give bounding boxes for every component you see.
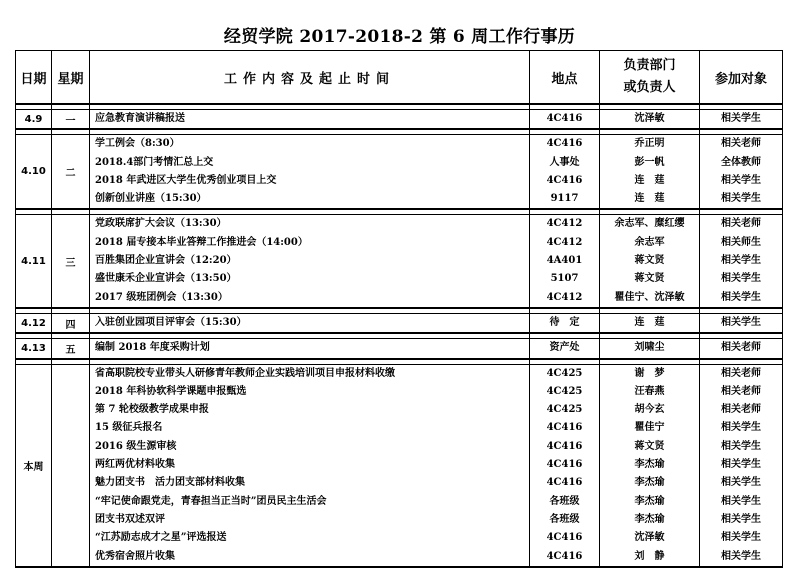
target-cell: [700, 110, 783, 130]
day-row: [16, 339, 783, 359]
item-target: 相关学生: [721, 495, 761, 507]
weekday-cell: 二: [52, 135, 90, 210]
item-person: 蒋文贤: [634, 255, 665, 267]
item-target: 相关学生: [721, 193, 761, 205]
item-person: 沈泽敏: [634, 532, 665, 544]
item-content: “江苏励志成才之星”评选报送: [95, 532, 227, 544]
item-person: 李杰瑜: [634, 495, 665, 507]
item-person: 连 莛: [634, 316, 665, 328]
item-location: 4C425: [546, 367, 583, 379]
item-person: 连 莛: [634, 174, 665, 186]
item-person: 蒋文贤: [634, 273, 665, 285]
person-cell: [600, 135, 700, 210]
weekday-cell: 三: [52, 215, 90, 308]
item-content: 两红两优材料收集: [95, 459, 175, 471]
item-target: 相关老师: [721, 404, 761, 416]
item-location: 4C412: [546, 218, 583, 230]
item-person: 胡今玄: [634, 404, 665, 416]
item-content: 第 7 轮校级教学成果申报: [95, 404, 209, 416]
schedule-table: [15, 50, 783, 568]
person-cell: [600, 364, 700, 567]
item-person: 瞿佳宁: [634, 422, 665, 434]
person-cell: [600, 215, 700, 308]
target-cell: [700, 313, 783, 333]
item-content: “牢记使命跟党走，青春担当正当时”团员民主生活会: [95, 495, 327, 507]
item-target: 相关学生: [721, 550, 761, 562]
day-row: [16, 110, 783, 130]
person-cell: [600, 339, 700, 359]
item-location: 4C416: [546, 459, 583, 471]
item-location: 4C416: [546, 113, 583, 124]
header-dept: [600, 51, 700, 105]
item-person: 余志军、糜红缨: [614, 218, 685, 230]
item-target: 相关学生: [721, 316, 761, 328]
item-person: 刘 静: [634, 550, 665, 562]
target-cell: [700, 339, 783, 359]
item-content: 魅力团支书 活力团支部材料收集: [95, 477, 245, 489]
day-row: [16, 135, 783, 210]
item-location: 4C416: [546, 174, 583, 186]
location-cell: [530, 110, 600, 130]
item-target: 相关学生: [721, 532, 761, 544]
item-person: 汪春燕: [634, 385, 665, 397]
item-target: 全体教师: [721, 156, 761, 168]
item-content: 盛世康禾企业宣讲会（13:50）: [95, 273, 237, 285]
content-cell: [90, 364, 530, 567]
item-location: 4C416: [546, 138, 583, 150]
item-target: 相关学生: [721, 477, 761, 489]
item-location: 4C425: [546, 404, 583, 416]
item-target: 相关学生: [721, 291, 761, 303]
target-cell: [700, 215, 783, 308]
item-content: 优秀宿舍照片收集: [95, 550, 175, 562]
item-target: 相关师生: [721, 236, 761, 248]
content-cell: [90, 135, 530, 210]
item-target: 相关学生: [721, 422, 761, 434]
item-content: 2018 年科协软科学课题申报甄选: [95, 385, 247, 397]
item-person: 李杰瑜: [634, 459, 665, 471]
item-person: 乔正明: [634, 138, 665, 150]
item-location: 待 定: [549, 316, 580, 328]
item-content: 党政联席扩大会议（13:30）: [95, 218, 227, 230]
item-location: 4C416: [546, 477, 583, 489]
header-row: [16, 51, 783, 105]
weekday-cell: 五: [52, 339, 90, 359]
item-target: 相关学生: [721, 113, 761, 124]
item-location: 4C425: [546, 385, 583, 397]
item-target: 相关学生: [721, 255, 761, 267]
item-location: 4C412: [546, 236, 583, 248]
item-location: 4C416: [546, 422, 583, 434]
location-cell: [530, 215, 600, 308]
content-cell: [90, 215, 530, 308]
item-content: 入驻创业园项目评审会（15:30）: [95, 316, 247, 328]
location-cell: [530, 339, 600, 359]
item-location: 4C412: [546, 291, 583, 303]
header-dept-line2: 或负责人: [623, 80, 676, 95]
day-row: [16, 215, 783, 308]
item-content: 百胜集团企业宣讲会（12:20）: [95, 255, 237, 267]
item-target: 相关老师: [721, 385, 761, 397]
header-participants: 参加对象: [700, 51, 783, 105]
location-cell: [530, 313, 600, 333]
weekday-cell: [52, 364, 90, 567]
header-dept-line1: 负责部门: [623, 58, 676, 73]
day-row: [16, 364, 783, 567]
item-person: 蒋文贤: [634, 440, 665, 452]
item-location: 人事处: [549, 156, 580, 168]
item-content: 15 级征兵报名: [95, 422, 163, 434]
item-content: 2018 年武进区大学生优秀创业项目上交: [95, 174, 277, 186]
item-location: 各班级: [549, 495, 580, 507]
date-cell: 4.12: [16, 313, 52, 333]
item-location: 资产处: [549, 342, 580, 354]
header-weekday: 星期: [52, 51, 90, 105]
content-cell: [90, 110, 530, 130]
item-content: 省高职院校专业带头人研修青年教师企业实践培训项目申报材料收缴: [95, 367, 395, 379]
item-person: 李杰瑜: [634, 513, 665, 525]
header-location: 地点: [530, 51, 600, 105]
page-title: 经贸学院 2017-2018-2 第 6 周工作行事历: [223, 27, 576, 47]
item-content: 2018 届专接本毕业答辩工作推进会（14:00）: [95, 236, 308, 248]
item-target: 相关老师: [721, 138, 761, 150]
item-location: 4C416: [546, 532, 583, 544]
item-target: 相关学生: [721, 273, 761, 285]
person-cell: [600, 313, 700, 333]
item-person: 瞿佳宁、沈泽敏: [614, 291, 685, 303]
item-location: 4C416: [546, 440, 583, 452]
date-cell: 4.13: [16, 339, 52, 359]
item-content: 应急教育演讲稿报送: [95, 113, 185, 124]
item-content: 学工例会（8:30）: [95, 138, 180, 150]
item-target: 相关老师: [721, 218, 761, 230]
item-person: 谢 梦: [634, 367, 665, 379]
date-cell: 4.9: [16, 110, 52, 130]
item-location: 各班级: [549, 513, 580, 525]
item-content: 团支书双述双评: [95, 513, 165, 525]
item-location: 4C416: [546, 550, 583, 562]
header-date: 日期: [16, 51, 52, 105]
item-content: 编制 2018 年度采购计划: [95, 342, 210, 354]
content-cell: [90, 313, 530, 333]
item-person: 彭一帆: [634, 156, 665, 168]
item-target: 相关学生: [721, 440, 761, 452]
item-target: 相关学生: [721, 513, 761, 525]
item-target: 相关学生: [721, 174, 761, 186]
date-cell: 本周: [16, 364, 52, 567]
date-cell: 4.11: [16, 215, 52, 308]
day-row: [16, 313, 783, 333]
item-target: 相关学生: [721, 459, 761, 471]
weekday-cell: 四: [52, 313, 90, 333]
date-cell: 4.10: [16, 135, 52, 210]
item-person: 刘啸尘: [634, 342, 665, 354]
target-cell: [700, 135, 783, 210]
item-content: 2018.4部门考情汇总上交: [95, 156, 214, 168]
header-content: 工作内容及起止时间: [90, 51, 530, 105]
target-cell: [700, 364, 783, 567]
location-cell: [530, 364, 600, 567]
item-person: 李杰瑜: [634, 477, 665, 489]
item-location: 5107: [550, 273, 579, 285]
item-location: 4A401: [546, 255, 583, 267]
item-content: 创新创业讲座（15:30）: [95, 193, 207, 205]
item-person: 余志军: [634, 236, 665, 248]
item-content: 2016 级生源审核: [95, 440, 177, 452]
item-target: 相关老师: [721, 367, 761, 379]
person-cell: [600, 110, 700, 130]
item-target: 相关老师: [721, 342, 761, 354]
location-cell: [530, 135, 600, 210]
item-location: 9117: [550, 193, 579, 205]
item-person: 沈泽敏: [634, 113, 665, 124]
weekday-cell: 一: [52, 110, 90, 130]
item-person: 连 莛: [634, 193, 665, 205]
schedule-body: [16, 104, 783, 567]
item-content: 2017 级班团例会（13:30）: [95, 291, 228, 303]
content-cell: [90, 339, 530, 359]
